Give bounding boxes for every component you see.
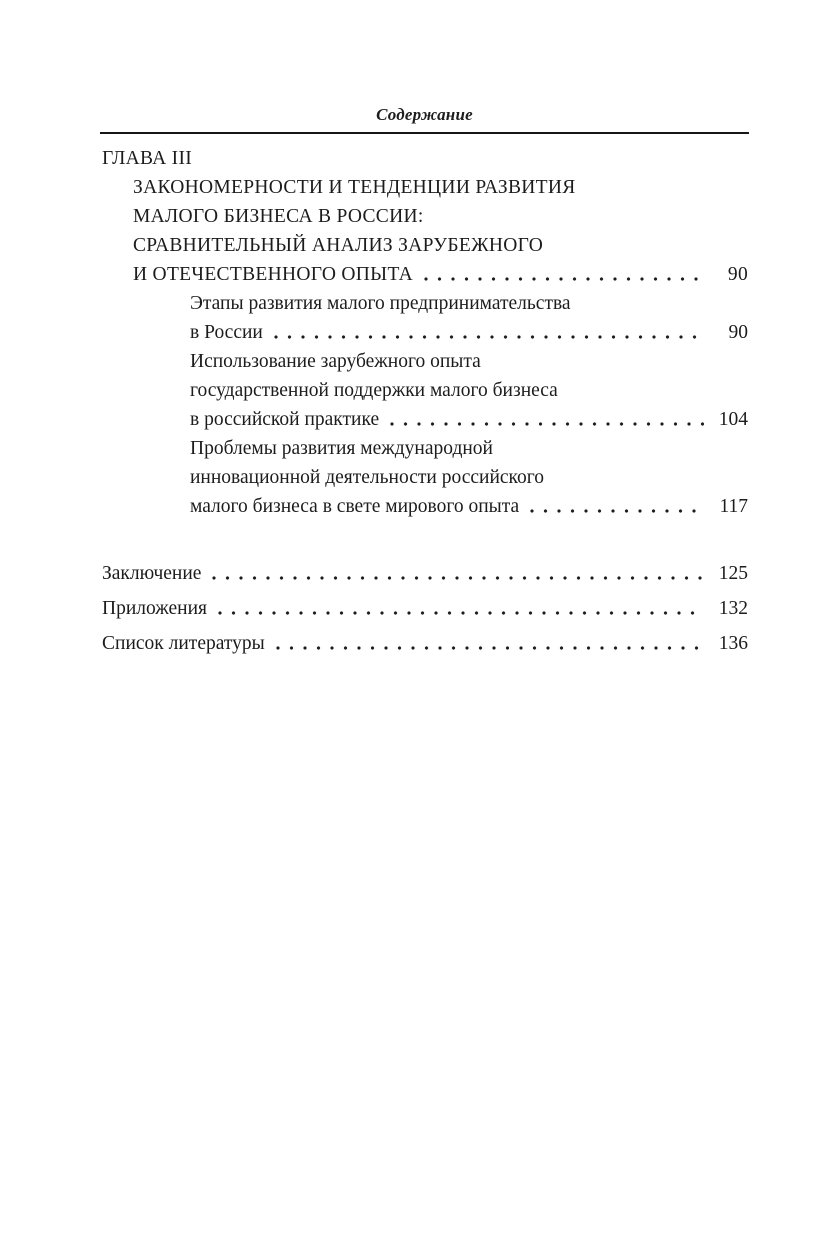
toc-entry-line — [100, 289, 748, 318]
toc-page-number: 117 — [719, 496, 748, 517]
chapter-title-line — [100, 202, 748, 231]
toc-entry-text: Проблемы развития международной — [190, 438, 493, 459]
toc-page-number: 90 — [728, 322, 748, 343]
toc-page-number: 104 — [718, 409, 748, 430]
toc-entry-text: малого бизнеса в свете мирового опыта — [190, 496, 520, 517]
toc-entry-text: Этапы развития малого предпринимательства — [190, 293, 571, 314]
toc-page-number: 90 — [727, 264, 748, 285]
toc-entry-line — [100, 376, 748, 405]
dot-leader — [390, 405, 704, 434]
toc-entry-text: Использование зарубежного опыта — [190, 351, 481, 372]
dot-leader — [274, 318, 704, 347]
toc-entry-line — [100, 626, 748, 661]
back-matter-list — [100, 556, 748, 661]
chapter-label: ГЛАВА III — [102, 148, 193, 169]
toc-entry-text: государственной поддержки малого бизнеса — [190, 380, 558, 401]
toc-entry-text: в России — [190, 322, 263, 343]
toc-page-number: 125 — [718, 563, 748, 584]
chapter-title-line — [100, 260, 748, 289]
toc-entry-text: в российской практике — [190, 409, 380, 430]
toc-entry-line — [100, 591, 748, 626]
toc-list — [100, 144, 748, 521]
chapter-label-row — [100, 144, 748, 173]
dot-leader — [212, 556, 704, 591]
toc-entry-text: инновационной деятельности российского — [190, 467, 545, 488]
toc-entry-line — [100, 556, 748, 591]
header-rule — [100, 132, 749, 134]
toc-entry-line — [100, 434, 748, 463]
dot-leader — [218, 591, 704, 626]
toc-entry-text: Список литературы — [102, 633, 265, 654]
toc-page-number: 132 — [718, 598, 748, 619]
toc-entry-line — [100, 492, 748, 521]
page-header-title: Содержание — [376, 105, 473, 124]
chapter-title-line — [100, 231, 748, 260]
chapter-title-text: СРАВНИТЕЛЬНЫЙ АНАЛИЗ ЗАРУБЕЖНОГО — [133, 235, 544, 256]
chapter-title-text: И ОТЕЧЕСТВЕННОГО ОПЫТА — [133, 264, 414, 285]
chapter-title-line — [100, 173, 748, 202]
chapter-title-text: МАЛОГО БИЗНЕСА В РОССИИ: — [133, 206, 424, 227]
toc-entry-line — [100, 347, 748, 376]
toc-entry-line — [100, 318, 748, 347]
toc-page-number: 136 — [718, 633, 748, 654]
toc-entry-line — [100, 405, 748, 434]
dot-leader — [530, 492, 704, 521]
dot-leader — [424, 260, 704, 289]
toc-entry-text: Заключение — [102, 563, 202, 584]
chapter-title-text: ЗАКОНОМЕРНОСТИ И ТЕНДЕНЦИИ РАЗВИТИЯ — [133, 177, 576, 198]
toc-entry-line — [100, 463, 748, 492]
dot-leader — [276, 626, 704, 661]
toc-entry-text: Приложения — [102, 598, 207, 619]
